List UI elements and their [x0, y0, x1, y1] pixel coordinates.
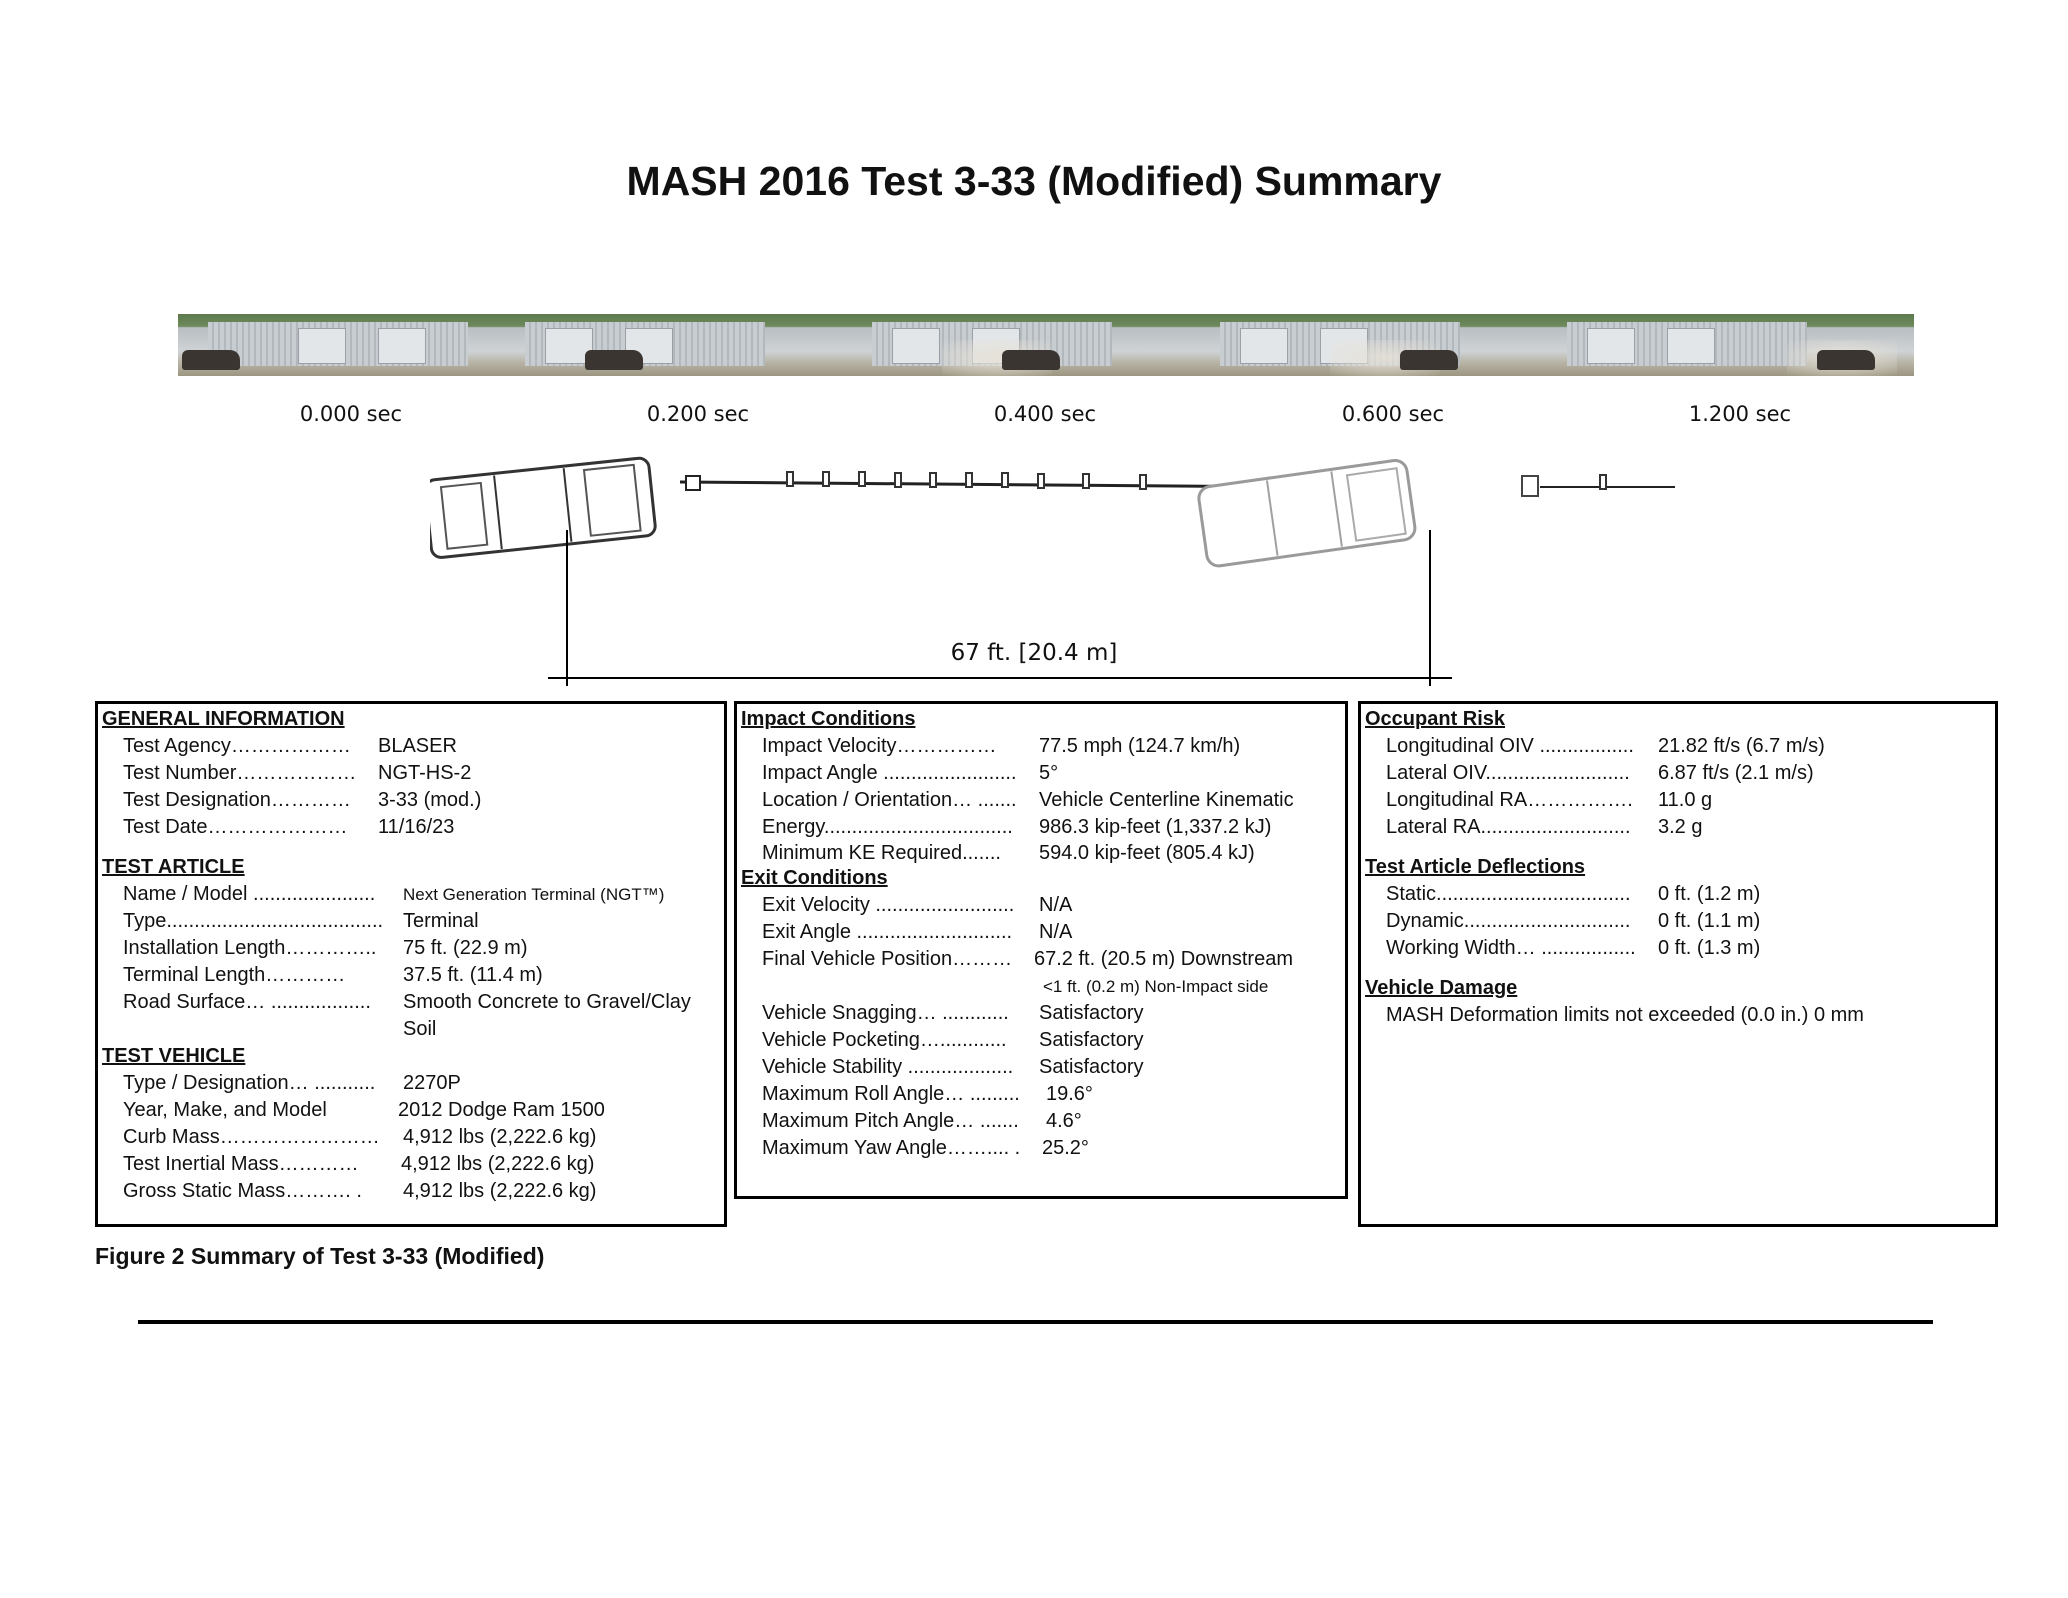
- field-label: Curb Mass……………………: [123, 1126, 380, 1148]
- vehicle-row: [123, 1151, 720, 1178]
- field-label: Road Surface… ..................: [123, 991, 371, 1013]
- field-label: Test Inertial Mass…………: [123, 1153, 359, 1175]
- exit-row: [762, 1135, 1341, 1162]
- field-value: BLASER: [378, 735, 457, 757]
- horizontal-rule: [138, 1320, 1933, 1324]
- sequence-frame-3: [872, 314, 1219, 376]
- field-value: 2012 Dodge Ram 1500: [398, 1099, 605, 1121]
- field-label: Terminal Length…………: [123, 964, 346, 986]
- field-value: 2270P: [403, 1072, 461, 1094]
- field-label: Name / Model ......................: [123, 883, 376, 905]
- article-row: [123, 935, 720, 962]
- field-value: 6.87 ft/s (2.1 m/s): [1658, 762, 1814, 784]
- general-row: [123, 787, 720, 814]
- section-heading: GENERAL INFORMATION: [102, 708, 345, 730]
- deflection-row: [1386, 881, 1991, 908]
- figure-caption: Figure 2 Summary of Test 3-33 (Modified): [95, 1243, 545, 1269]
- field-label: Lateral OIV..........................: [1386, 762, 1630, 784]
- section-heading: Impact Conditions: [741, 708, 916, 730]
- field-value: Next Generation Terminal (NGT™): [403, 885, 665, 904]
- field-value: 5°: [1039, 762, 1059, 784]
- time-label: 0.400 sec: [993, 402, 1097, 426]
- impact-row: [762, 787, 1341, 814]
- field-value: 4,912 lbs (2,222.6 kg): [403, 1180, 597, 1202]
- field-label: Vehicle Snagging… ............: [762, 1002, 1009, 1024]
- field-label: Location / Orientation… .......: [762, 789, 1017, 811]
- damage-text: MASH Deformation limits not exceeded (0.0 in.) 0 mm: [1386, 1004, 1864, 1026]
- general-row: [123, 814, 720, 841]
- field-value: 0 ft. (1.1 m): [1658, 910, 1761, 932]
- field-value: 11/16/23: [378, 816, 455, 838]
- exit-row: [762, 1081, 1341, 1108]
- article-row: [123, 908, 720, 935]
- exit-row: [762, 892, 1341, 919]
- exit-note: <1 ft. (0.2 m) Non-Impact side: [1043, 977, 1269, 996]
- field-label: Exit Velocity .........................: [762, 894, 1015, 916]
- field-label: Installation Length…………..: [123, 937, 377, 959]
- field-value: 4.6°: [1046, 1110, 1082, 1132]
- field-value: 986.3 kip-feet (1,337.2 kJ): [1039, 816, 1272, 838]
- exit-row: [762, 919, 1341, 946]
- article-row: [123, 1016, 720, 1043]
- section-heading: Test Article Deflections: [1365, 856, 1586, 878]
- exit-row: [762, 946, 1341, 973]
- general-row: [123, 733, 720, 760]
- field-value: 37.5 ft. (11.4 m): [403, 964, 543, 986]
- section-heading: TEST VEHICLE: [102, 1045, 246, 1067]
- vehicle-row: [123, 1124, 720, 1151]
- field-label: Minimum KE Required.......: [762, 842, 1001, 864]
- field-label: [762, 973, 1043, 1000]
- field-label: Impact Angle ........................: [762, 762, 1017, 784]
- article-row: [123, 881, 720, 908]
- field-label: Maximum Roll Angle… .........: [762, 1083, 1020, 1105]
- field-value: Smooth Concrete to Gravel/Clay: [403, 991, 691, 1013]
- sequence-frame-2: [525, 314, 872, 376]
- vehicle-final-outline: [1197, 459, 1416, 567]
- field-label: Year, Make, and Model: [123, 1099, 327, 1121]
- field-label: Test Agency………………: [123, 735, 351, 757]
- field-value: 594.0 kip-feet (805.4 kJ): [1039, 842, 1255, 864]
- section-heading: Exit Conditions: [741, 867, 888, 889]
- vehicle-initial-outline: [430, 457, 656, 558]
- occupant-row: [1386, 760, 1991, 787]
- field-value: NGT-HS-2: [378, 762, 472, 784]
- field-label: Vehicle Pocketing…............: [762, 1029, 1007, 1051]
- field-label: Maximum Yaw Angle…….... .: [762, 1137, 1021, 1159]
- general-info-panel: [95, 701, 727, 1227]
- field-value: 4,912 lbs (2,222.6 kg): [403, 1126, 597, 1148]
- field-value: 4,912 lbs (2,222.6 kg): [401, 1153, 595, 1175]
- field-value: Satisfactory: [1039, 1002, 1144, 1024]
- exit-row: [762, 1027, 1341, 1054]
- field-value: 77.5 mph (124.7 km/h): [1039, 735, 1241, 757]
- exit-row: [762, 1000, 1341, 1027]
- field-label: Type / Designation… ...........: [123, 1072, 376, 1094]
- field-label: Type.......................................: [123, 910, 384, 932]
- field-label: Working Width… .................: [1386, 937, 1636, 959]
- field-label: Longitudinal RA…………….: [1386, 789, 1633, 811]
- general-row: [123, 760, 720, 787]
- conditions-panel: [734, 701, 1348, 1199]
- field-value: 0 ft. (1.2 m): [1658, 883, 1761, 905]
- field-label: Exit Angle ............................: [762, 921, 1013, 943]
- field-label: Energy..................................: [762, 816, 1013, 838]
- time-label: 0.600 sec: [1341, 402, 1445, 426]
- field-label: Gross Static Mass………. .: [123, 1180, 362, 1202]
- field-label: Test Designation…………: [123, 789, 351, 811]
- section-heading: Vehicle Damage: [1365, 977, 1518, 999]
- field-value: Satisfactory: [1039, 1029, 1144, 1051]
- impact-row: [762, 814, 1341, 841]
- field-label: Lateral RA...........................: [1386, 816, 1631, 838]
- article-row: [123, 962, 720, 989]
- time-label: 0.200 sec: [646, 402, 750, 426]
- field-value: Satisfactory: [1039, 1056, 1144, 1078]
- sequence-frame-4: [1220, 314, 1567, 376]
- field-value: 75 ft. (22.9 m): [403, 937, 528, 959]
- field-value: Vehicle Centerline Kinematic: [1039, 789, 1294, 811]
- field-value: Terminal: [403, 910, 479, 932]
- deflection-row: [1386, 908, 1991, 935]
- field-value: 11.0 g: [1658, 789, 1713, 811]
- article-row: [123, 989, 720, 1016]
- field-value: 19.6°: [1046, 1083, 1093, 1105]
- page-title: MASH 2016 Test 3-33 (Modified) Summary: [626, 158, 1442, 204]
- field-value: 67.2 ft. (20.5 m) Downstream: [1034, 948, 1293, 970]
- sequence-frame-5: [1567, 314, 1914, 376]
- vehicle-row: [123, 1178, 720, 1205]
- field-label: Dynamic..............................: [1386, 910, 1631, 932]
- field-value: Soil: [403, 1018, 437, 1040]
- section-heading: TEST ARTICLE: [102, 856, 245, 878]
- field-label: Test Date…………………: [123, 816, 348, 838]
- occupant-row: [1386, 787, 1991, 814]
- occupant-row: [1386, 733, 1991, 760]
- occupant-risk-panel: [1358, 701, 1998, 1227]
- field-label: Static...................................: [1386, 883, 1631, 905]
- impact-row: [762, 760, 1341, 787]
- field-value: 3.2 g: [1658, 816, 1703, 838]
- field-value: 21.82 ft/s (6.7 m/s): [1658, 735, 1825, 757]
- time-label: 0.000 sec: [299, 402, 403, 426]
- section-heading: Occupant Risk: [1365, 708, 1506, 730]
- exit-note-row: [762, 973, 1341, 1000]
- impact-row: [762, 733, 1341, 760]
- vehicle-row: [123, 1097, 720, 1124]
- distance-label: 67 ft. [20.4 m]: [950, 640, 1118, 666]
- field-value: 3-33 (mod.): [378, 789, 482, 811]
- field-label: Longitudinal OIV .................: [1386, 735, 1634, 757]
- field-label: Maximum Pitch Angle… .......: [762, 1110, 1019, 1132]
- time-label: 1.200 sec: [1688, 402, 1792, 426]
- field-label: Impact Velocity……………: [762, 735, 997, 757]
- field-label: Final Vehicle Position………: [762, 948, 1013, 970]
- sequence-frame-1: [178, 314, 525, 376]
- exit-row: [762, 1054, 1341, 1081]
- field-value: N/A: [1039, 894, 1073, 916]
- field-label: Test Number………………: [123, 762, 357, 784]
- field-label: [123, 1016, 403, 1043]
- field-value: N/A: [1039, 921, 1073, 943]
- photo-sequence-strip: [178, 314, 1914, 376]
- field-value: 25.2°: [1042, 1137, 1089, 1159]
- occupant-row: [1386, 814, 1991, 841]
- deflection-row: [1386, 935, 1991, 962]
- field-label: Vehicle Stability ...................: [762, 1056, 1014, 1078]
- exit-row: [762, 1108, 1341, 1135]
- field-value: 0 ft. (1.3 m): [1658, 937, 1761, 959]
- vehicle-row: [123, 1070, 720, 1097]
- impact-row: [762, 841, 1341, 865]
